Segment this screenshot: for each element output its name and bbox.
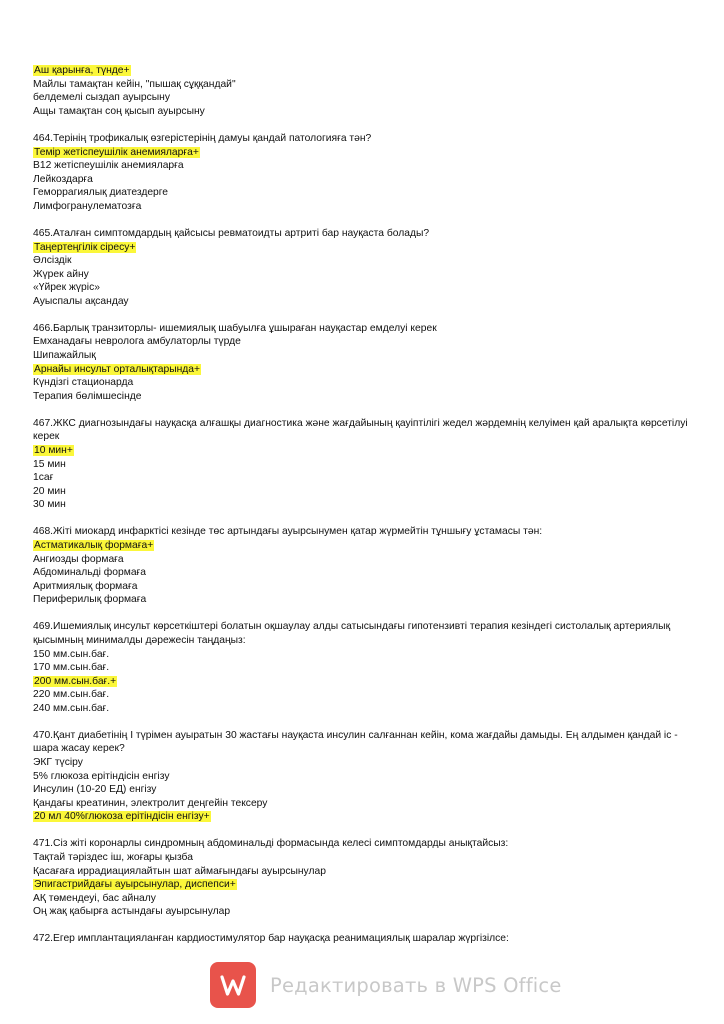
answer-option: 5% глюкоза ерітіндісін енгізу — [33, 770, 170, 782]
answer-option: «Үйрек жүріс» — [33, 282, 100, 294]
question-text: 467.ЖКС диагнозындағы науқасқа алғашқы диагностика және жағдайының қауіптілігі жедел жәрдемнің келуімен қай аралықта көрсетілуі керек — [33, 417, 688, 443]
question-block-468 — [33, 525, 703, 607]
answer-option: Периферилық формаға — [33, 594, 147, 606]
answer-option: Таңертеңгілік сіресу+ — [34, 241, 136, 253]
answer-option: 220 мм.сын.бағ. — [33, 689, 110, 701]
question-block-467 — [33, 417, 703, 512]
answer-option: Геморрагиялық диатездерге — [33, 187, 169, 199]
answer-option: Оң жақ қабырға астындағы ауырсынулар — [33, 906, 231, 918]
answer-option: 20 мл 40%глюкоза ерітіндісін енгізу+ — [34, 811, 210, 823]
answer-line: Аш қарынға, түнде+ — [34, 65, 130, 76]
question-text: 469.Ишемиялық инсульт көрсеткіштері болатын оқшаулау алды сатысындағы гипотензивті терапия кезіндегі систолалық артериялық қысымның минималды дәрежесін таңдаңыз: — [33, 621, 671, 646]
answer-option: Эпигастрийдағы ауырсынулар, диспепси+ — [34, 879, 236, 891]
answer-option: Терапия бөлімшесінде — [33, 390, 142, 402]
answer-option: 20 мин — [33, 485, 66, 497]
answer-option: Шипажайлық — [33, 350, 96, 362]
answer-option: 30 мин — [33, 499, 66, 511]
question-text: 472.Егер имплантацияланған кардиостимулятор бар науқасқа реанимациялық шаралар жүргізілсе: — [33, 933, 509, 945]
answer-option: Темір жетіспеушілік анемияларға+ — [34, 146, 199, 158]
answer-option: Тақтай тәріздес іш, жоғары қызба — [33, 852, 193, 864]
wps-logo-icon — [210, 962, 256, 1008]
answer-line: белдемелі сыздап ауырсыну — [33, 92, 171, 104]
question-text: 471.Сіз жіті коронарлы синдромның абдоминальді формасында келесі симптомдарды анықтайсыз: — [33, 838, 509, 850]
answer-option: ЭКГ түсіру — [33, 757, 83, 769]
answer-option: Ауыспалы ақсандау — [33, 295, 129, 307]
question-text: 466.Барлық транзиторлы- ишемиялық шабуылға ұшыраған науқастар емделуі керек — [33, 322, 437, 334]
question-text: 464.Терінің трофикалық өзгерістерінің дамуы қандай патологияға тән? — [33, 132, 372, 144]
answer-option: Арнайы инсульт орталықтарында+ — [34, 363, 201, 375]
question-block-469 — [33, 620, 703, 715]
question-text: 470.Қант диабетінің І түрімен ауыратын 30 жастағы науқаста инсулин салғаннан кейін, кома жағдайы дамыды. Ең алдымен қандай іс - шара жасау керек? — [33, 729, 678, 755]
answer-option: 1сағ — [33, 472, 54, 484]
answer-option: Аритмиялық формаға — [33, 580, 138, 592]
answer-option: 200 мм.сын.бағ.+ — [34, 675, 117, 687]
answer-option: Абдоминальді формаға — [33, 567, 147, 579]
answer-option: Ангиозды формаға — [33, 553, 124, 565]
answer-option: 10 мин+ — [34, 445, 73, 457]
answer-option: Лимфогранулематозға — [33, 200, 142, 212]
document-body — [33, 64, 703, 959]
answer-line: Ащы тамақтан соң қысып ауырсыну — [33, 105, 205, 117]
answer-option: 150 мм.сын.бағ. — [33, 648, 110, 660]
wps-watermark[interactable] — [210, 961, 562, 1009]
answer-option: 170 мм.сын.бағ. — [33, 662, 110, 674]
answer-option: 240 мм.сын.бағ. — [33, 702, 110, 714]
answer-option: Инсулин (10-20 ЕД) енгізу — [33, 784, 157, 796]
question-block-465 — [33, 227, 703, 309]
answer-option: Жүрек айну — [33, 268, 89, 280]
question-text: 465.Аталған симптомдардың қайсысы ревматоидты артриті бар науқаста болады? — [33, 227, 430, 239]
answer-option: Күндізгі стационарда — [33, 377, 134, 389]
question-block-470 — [33, 729, 703, 824]
answer-option: Қасағаға иррадиациялайтын шат аймағындағы ауырсынулар — [33, 865, 326, 877]
question-block-466 — [33, 322, 703, 404]
question-block-464 — [33, 132, 703, 214]
watermark-text: Редактировать в WPS Office — [270, 973, 562, 997]
answer-option: Лейкоздарға — [33, 173, 93, 185]
question-block-472 — [33, 932, 703, 946]
question-list — [33, 132, 703, 946]
answer-option: Астматикалық формаға+ — [34, 539, 154, 551]
question-text: 468.Жіті миокард инфарктісі кезінде төс артындағы ауырсынумен қатар жүрмейтін тұншығу ұстамасы тән: — [33, 526, 543, 538]
question-block-471 — [33, 837, 703, 919]
answer-option: Емханадағы невролога амбулаторлы түрде — [33, 336, 241, 348]
answer-line: Майлы тамақтан кейін, "пышақ сұққандай" — [33, 78, 236, 90]
answer-option: Қандағы креатинин, электролит деңгейін тексеру — [33, 797, 268, 809]
answer-option: Әлсіздік — [33, 255, 72, 267]
answer-option: В12 жетіспеушілік анемияларға — [33, 160, 184, 172]
answer-option: 15 мин — [33, 458, 66, 470]
answer-option: АҚ төмендеуі, бас айналу — [33, 892, 156, 904]
intro-block — [33, 64, 703, 118]
